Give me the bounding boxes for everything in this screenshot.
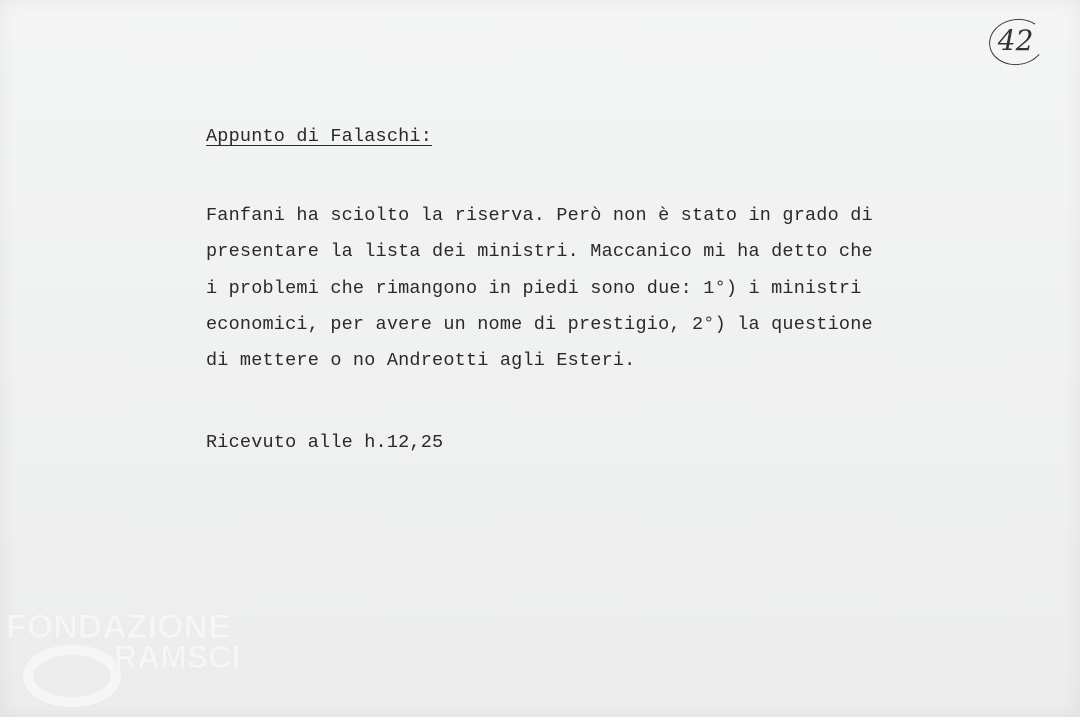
body-line: presentare la lista dei ministri. Maccanico mi ha detto che: [206, 241, 873, 263]
body-line: i problemi che rimangono in piedi sono due: 1°) i ministri: [206, 277, 862, 299]
body-line: di mettere o no Andreotti agli Esteri.: [206, 350, 636, 372]
body-line: Fanfani ha sciolto la riserva. Però non è stato in grado di: [206, 205, 873, 226]
note-heading: Appunto di Falaschi:: [206, 126, 433, 147]
body-line: economici, per avere un nome di prestigio, 2°) la questione: [206, 313, 873, 335]
watermark-line1: FONDAZIONE: [6, 608, 231, 646]
page-number-circle: [986, 15, 1048, 68]
received-time: Ricevuto alle h.12,25: [206, 432, 444, 453]
note-body: [206, 198, 966, 379]
watermark-g-logo-icon: [28, 650, 116, 702]
watermark-line2: RAMSCI: [114, 639, 241, 675]
fondazione-gramsci-watermark: [2, 598, 272, 708]
page-number: 42: [997, 24, 1034, 58]
